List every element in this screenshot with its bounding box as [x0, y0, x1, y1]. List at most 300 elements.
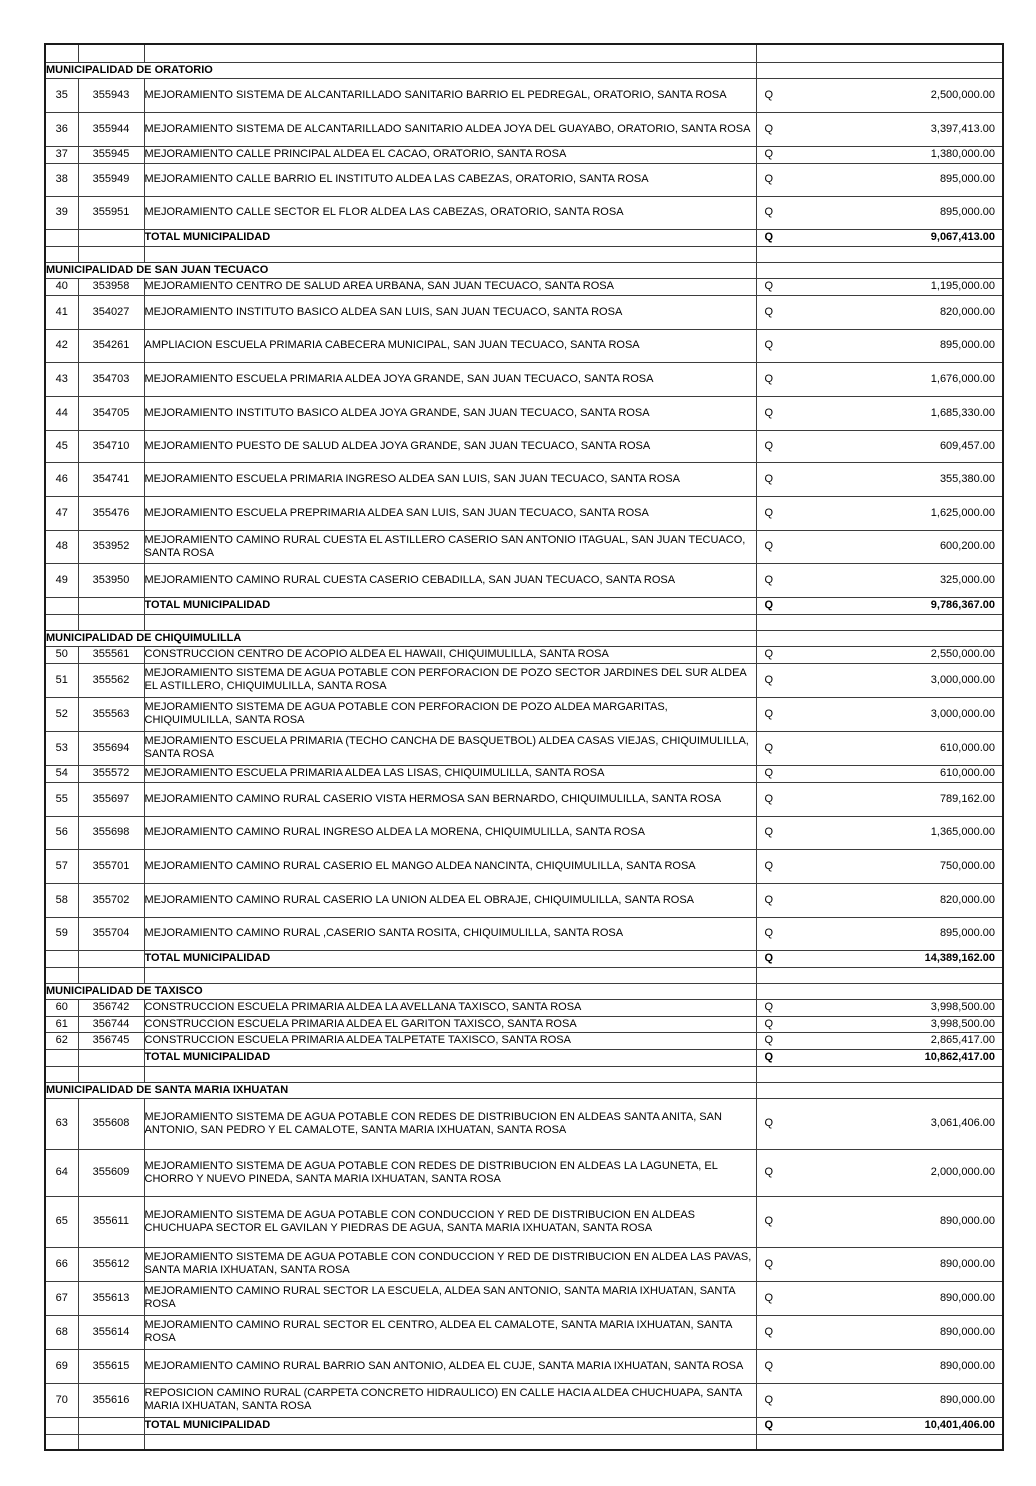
- amount-cell: [756, 62, 1003, 78]
- project-code-cell: 355609: [78, 1149, 144, 1196]
- row-number-cell: 65: [45, 1196, 78, 1247]
- project-description-cell: MEJORAMIENTO ESCUELA PRIMARIA ALDEA LAS LISAS, CHIQUIMULILLA, SANTA ROSA: [144, 765, 756, 782]
- currency-symbol: Q: [764, 741, 774, 754]
- row-number-cell: [45, 44, 78, 62]
- amount-wrap: [757, 1292, 1003, 1305]
- amount-cell: [756, 883, 1003, 917]
- municipality-header-row: [45, 62, 1003, 78]
- amount-value: 890,000.00: [939, 1291, 995, 1304]
- amount-cell: [756, 1349, 1003, 1383]
- amount-wrap: [757, 373, 1003, 386]
- currency-symbol: Q: [764, 673, 774, 686]
- project-description-cell: MEJORAMIENTO SISTEMA DE AGUA POTABLE CON REDES DE DISTRIBUCION EN ALDEAS SANTA ANITA, SAN ANTONIO, SAN PEDRO Y EL CAMALOTE, SANTA MARIA IXHUATAN, SANTA ROSA: [144, 1098, 756, 1149]
- project-code-cell: 356745: [78, 1032, 144, 1049]
- row-number-cell: 42: [45, 329, 78, 362]
- currency-symbol: Q: [764, 206, 774, 218]
- amount-cell: [756, 278, 1003, 295]
- municipality-header-row: [45, 1082, 1003, 1098]
- project-description-cell: [144, 1434, 756, 1450]
- amount-wrap: [757, 440, 1003, 453]
- amount-value: 2,500,000.00: [930, 88, 995, 101]
- amount-wrap: [757, 1360, 1003, 1373]
- project-row: [45, 163, 1003, 196]
- row-number-cell: 51: [45, 663, 78, 697]
- amount-value: 325,000.00: [939, 573, 995, 586]
- project-row: [45, 496, 1003, 530]
- row-number-cell: [45, 246, 78, 262]
- row-number-cell: 38: [45, 163, 78, 196]
- project-code-cell: 355701: [78, 849, 144, 883]
- project-code-cell: 355944: [78, 112, 144, 146]
- row-number-cell: 57: [45, 849, 78, 883]
- currency-symbol: Q: [764, 648, 774, 660]
- municipality-header-row: [45, 983, 1003, 999]
- municipality-header: MUNICIPALIDAD DE ORATORIO: [45, 62, 756, 78]
- project-description-cell: CONSTRUCCION ESCUELA PRIMARIA ALDEA TALPETATE TAXISCO, SANTA ROSA: [144, 1032, 756, 1049]
- currency-symbol: Q: [764, 122, 774, 135]
- project-code-cell: 355697: [78, 782, 144, 816]
- project-code-cell: [78, 246, 144, 262]
- amount-wrap: [757, 826, 1003, 839]
- project-description-cell: MEJORAMIENTO ESCUELA PREPRIMARIA ALDEA SAN LUIS, SAN JUAN TECUACO, SANTA ROSA: [144, 496, 756, 530]
- row-number-cell: [45, 967, 78, 983]
- project-code-cell: [78, 229, 144, 246]
- project-description-cell: [144, 44, 756, 62]
- amount-cell: [756, 1049, 1003, 1066]
- project-row: [45, 663, 1003, 697]
- total-label-cell: TOTAL MUNICIPALIDAD: [144, 950, 756, 967]
- amount-cell: [756, 816, 1003, 849]
- currency-symbol: Q: [764, 1257, 774, 1270]
- total-row: [45, 950, 1003, 967]
- row-number-cell: 70: [45, 1383, 78, 1417]
- project-description-cell: CONSTRUCCION ESCUELA PRIMARIA ALDEA LA AVELLANA TAXISCO, SANTA ROSA: [144, 999, 756, 1016]
- spacer-row: [45, 1066, 1003, 1082]
- project-description-cell: MEJORAMIENTO CALLE SECTOR EL FLOR ALDEA LAS CABEZAS, ORATORIO, SANTA ROSA: [144, 196, 756, 229]
- project-code-cell: 355702: [78, 883, 144, 917]
- amount-cell: [756, 646, 1003, 663]
- project-code-cell: 354027: [78, 295, 144, 329]
- project-description-cell: CONSTRUCCION CENTRO DE ACOPIO ALDEA EL HAWAII, CHIQUIMULILLA, SANTA ROSA: [144, 646, 756, 663]
- project-row: [45, 112, 1003, 146]
- municipality-header-row: [45, 262, 1003, 278]
- project-code-cell: 354261: [78, 329, 144, 362]
- currency-symbol: Q: [764, 1034, 774, 1046]
- amount-value: 3,000,000.00: [930, 707, 995, 720]
- project-code-cell: [78, 1066, 144, 1082]
- amount-value: 890,000.00: [939, 1393, 995, 1406]
- total-row: [45, 1049, 1003, 1066]
- project-code-cell: 353950: [78, 563, 144, 597]
- row-number-cell: 50: [45, 646, 78, 663]
- project-code-cell: 354703: [78, 362, 144, 396]
- municipality-header: MUNICIPALIDAD DE SANTA MARIA IXHUATAN: [45, 1082, 756, 1098]
- amount-value: 2,865,417.00: [930, 1034, 995, 1046]
- project-code-cell: 355562: [78, 663, 144, 697]
- currency-symbol: Q: [764, 599, 774, 611]
- currency-symbol: Q: [764, 305, 774, 318]
- amount-value: 3,397,413.00: [930, 122, 995, 135]
- amount-value: 890,000.00: [939, 1215, 995, 1227]
- currency-symbol: Q: [764, 927, 774, 939]
- project-row: [45, 146, 1003, 163]
- project-code-cell: 355698: [78, 816, 144, 849]
- currency-symbol: Q: [764, 1001, 774, 1013]
- amount-cell: [756, 563, 1003, 597]
- amount-value: 750,000.00: [939, 859, 995, 872]
- amount-value: 1,685,330.00: [930, 406, 995, 419]
- amount-cell: [756, 1066, 1003, 1082]
- amount-cell: [756, 1315, 1003, 1349]
- project-description-cell: MEJORAMIENTO SISTEMA DE AGUA POTABLE CON CONDUCCION Y RED DE DISTRIBUCION EN ALDEAS CHUCHUAPA SECTOR EL GAVILAN Y PIEDRAS DE AGUA, SANTA MARIA IXHUATAN, SANTA ROSA: [144, 1196, 756, 1247]
- amount-wrap: [757, 1001, 1003, 1014]
- project-row: [45, 295, 1003, 329]
- project-description-cell: MEJORAMIENTO INSTITUTO BASICO ALDEA SAN LUIS, SAN JUAN TECUACO, SANTA ROSA: [144, 295, 756, 329]
- amount-cell: [756, 362, 1003, 396]
- project-code-cell: 355476: [78, 496, 144, 530]
- project-row: [45, 430, 1003, 462]
- total-row: [45, 597, 1003, 614]
- amount-value: 609,457.00: [939, 439, 995, 452]
- project-description-cell: MEJORAMIENTO INSTITUTO BASICO ALDEA JOYA GRANDE, SAN JUAN TECUACO, SANTA ROSA: [144, 396, 756, 430]
- amount-cell: [756, 44, 1003, 62]
- project-description-cell: MEJORAMIENTO SISTEMA DE AGUA POTABLE CON PERFORACION DE POZO SECTOR JARDINES DEL SUR ALDEA EL ASTILLERO, CHIQUIMULILLA, SANTA ROSA: [144, 663, 756, 697]
- municipality-header: MUNICIPALIDAD DE CHIQUIMULILLA: [45, 630, 756, 646]
- project-row: [45, 1315, 1003, 1349]
- amount-cell: [756, 1196, 1003, 1247]
- project-row: [45, 462, 1003, 496]
- table-body: [45, 44, 1003, 1450]
- project-description-cell: MEJORAMIENTO CAMINO RURAL CASERIO VISTA HERMOSA SAN BERNARDO, CHIQUIMULILLA, SANTA ROSA: [144, 782, 756, 816]
- amount-value: 895,000.00: [939, 173, 995, 185]
- project-description-cell: MEJORAMIENTO CALLE PRINCIPAL ALDEA EL CACAO, ORATORIO, SANTA ROSA: [144, 146, 756, 163]
- amount-value: 1,676,000.00: [930, 372, 995, 385]
- project-code-cell: [78, 967, 144, 983]
- project-row: [45, 917, 1003, 950]
- amount-cell: [756, 999, 1003, 1016]
- amount-cell: [756, 196, 1003, 229]
- amount-value: 355,380.00: [939, 472, 995, 485]
- project-description-cell: [144, 1066, 756, 1082]
- amount-cell: [756, 78, 1003, 112]
- amount-wrap: [757, 173, 1003, 186]
- row-number-cell: [45, 1049, 78, 1066]
- project-row: [45, 563, 1003, 597]
- currency-symbol: Q: [764, 573, 774, 586]
- project-code-cell: [78, 44, 144, 62]
- amount-cell: [756, 1149, 1003, 1196]
- project-description-cell: AMPLIACION ESCUELA PRIMARIA CABECERA MUNICIPAL, SAN JUAN TECUACO, SANTA ROSA: [144, 329, 756, 362]
- amount-wrap: [757, 339, 1003, 352]
- amount-cell: [756, 295, 1003, 329]
- row-number-cell: 36: [45, 112, 78, 146]
- amount-cell: [756, 917, 1003, 950]
- project-row: [45, 849, 1003, 883]
- row-number-cell: 53: [45, 731, 78, 765]
- amount-wrap: [757, 894, 1003, 907]
- amount-cell: [756, 496, 1003, 530]
- project-row: [45, 646, 1003, 663]
- amount-cell: [756, 530, 1003, 563]
- amount-cell: [756, 329, 1003, 362]
- currency-symbol: Q: [764, 406, 774, 419]
- project-code-cell: [78, 1434, 144, 1450]
- amount-wrap: [757, 1258, 1003, 1271]
- currency-symbol: Q: [764, 1215, 774, 1227]
- currency-symbol: Q: [764, 1117, 774, 1129]
- project-code-cell: 355614: [78, 1315, 144, 1349]
- project-code-cell: 355611: [78, 1196, 144, 1247]
- currency-symbol: Q: [764, 439, 774, 452]
- amount-cell: [756, 396, 1003, 430]
- row-number-cell: 66: [45, 1247, 78, 1281]
- total-amount-value: 9,067,413.00: [930, 231, 995, 243]
- project-code-cell: 356744: [78, 1016, 144, 1032]
- currency-symbol: Q: [764, 1166, 774, 1178]
- amount-wrap: [757, 306, 1003, 319]
- row-number-cell: 59: [45, 917, 78, 950]
- project-description-cell: MEJORAMIENTO CENTRO DE SALUD AREA URBANA, SAN JUAN TECUACO, SANTA ROSA: [144, 278, 756, 295]
- amount-value: 1,365,000.00: [930, 826, 995, 838]
- amount-wrap: [757, 793, 1003, 806]
- amount-wrap: [757, 280, 1003, 293]
- amount-wrap: [757, 767, 1003, 780]
- row-number-cell: [45, 1434, 78, 1450]
- amount-wrap: [757, 1051, 1003, 1064]
- project-description-cell: MEJORAMIENTO CAMINO RURAL CASERIO EL MANGO ALDEA NANCINTA, CHIQUIMULILLA, SANTA ROSA: [144, 849, 756, 883]
- amount-cell: [756, 229, 1003, 246]
- project-row: [45, 999, 1003, 1016]
- currency-symbol: Q: [764, 280, 774, 292]
- project-code-cell: 355615: [78, 1349, 144, 1383]
- spacer-row: [45, 967, 1003, 983]
- currency-symbol: Q: [764, 792, 774, 805]
- amount-wrap: [757, 1326, 1003, 1339]
- amount-wrap: [757, 407, 1003, 420]
- project-code-cell: 355612: [78, 1247, 144, 1281]
- project-code-cell: 355613: [78, 1281, 144, 1315]
- amount-wrap: [757, 1117, 1003, 1130]
- row-number-cell: 67: [45, 1281, 78, 1315]
- row-number-cell: 69: [45, 1349, 78, 1383]
- total-row: [45, 1417, 1003, 1434]
- project-code-cell: [78, 597, 144, 614]
- project-code-cell: 355616: [78, 1383, 144, 1417]
- amount-cell: [756, 731, 1003, 765]
- project-row: [45, 1016, 1003, 1032]
- amount-cell: [756, 1383, 1003, 1417]
- amount-value: 895,000.00: [939, 927, 995, 939]
- amount-wrap: [757, 540, 1003, 553]
- project-row: [45, 329, 1003, 362]
- amount-value: 789,162.00: [939, 792, 995, 805]
- project-row: [45, 1281, 1003, 1315]
- project-description-cell: MEJORAMIENTO CAMINO RURAL SECTOR EL CENTRO, ALDEA EL CAMALOTE, SANTA MARIA IXHUATAN, SANTA ROSA: [144, 1315, 756, 1349]
- currency-symbol: Q: [764, 893, 774, 906]
- currency-symbol: Q: [764, 472, 774, 485]
- project-row: [45, 697, 1003, 731]
- row-number-cell: [45, 614, 78, 630]
- row-number-cell: 48: [45, 530, 78, 563]
- project-description-cell: MEJORAMIENTO CAMINO RURAL INGRESO ALDEA LA MORENA, CHIQUIMULILLA, SANTA ROSA: [144, 816, 756, 849]
- amount-cell: [756, 146, 1003, 163]
- project-description-cell: MEJORAMIENTO CAMINO RURAL CASERIO LA UNION ALDEA EL OBRAJE, CHIQUIMULILLA, SANTA ROSA: [144, 883, 756, 917]
- project-description-cell: MEJORAMIENTO CAMINO RURAL BARRIO SAN ANTONIO, ALDEA EL CUJE, SANTA MARIA IXHUATAN, SANTA ROSA: [144, 1349, 756, 1383]
- project-row: [45, 362, 1003, 396]
- total-row: [45, 229, 1003, 246]
- amount-value: 610,000.00: [939, 767, 995, 779]
- project-code-cell: 355608: [78, 1098, 144, 1149]
- amount-value: 1,195,000.00: [930, 280, 995, 292]
- project-row: [45, 782, 1003, 816]
- row-number-cell: 61: [45, 1016, 78, 1032]
- project-row: [45, 1196, 1003, 1247]
- amount-value: 890,000.00: [939, 1257, 995, 1270]
- project-description-cell: MEJORAMIENTO CAMINO RURAL CUESTA EL ASTILLERO CASERIO SAN ANTONIO ITAGUAL, SAN JUAN TECUACO, SANTA ROSA: [144, 530, 756, 563]
- amount-cell: [756, 630, 1003, 646]
- project-description-cell: MEJORAMIENTO SISTEMA DE AGUA POTABLE CON CONDUCCION Y RED DE DISTRIBUCION EN ALDEA LAS PAVAS, SANTA MARIA IXHUATAN, SANTA ROSA: [144, 1247, 756, 1281]
- amount-value: 610,000.00: [939, 741, 995, 754]
- project-code-cell: 355694: [78, 731, 144, 765]
- row-number-cell: [45, 229, 78, 246]
- currency-symbol: Q: [764, 1359, 774, 1372]
- project-description-cell: MEJORAMIENTO PUESTO DE SALUD ALDEA JOYA GRANDE, SAN JUAN TECUACO, SANTA ROSA: [144, 430, 756, 462]
- amount-cell: [756, 663, 1003, 697]
- amount-cell: [756, 163, 1003, 196]
- project-description-cell: MEJORAMIENTO CAMINO RURAL CUESTA CASERIO CEBADILLA, SAN JUAN TECUACO, SANTA ROSA: [144, 563, 756, 597]
- project-code-cell: 355943: [78, 78, 144, 112]
- project-row: [45, 530, 1003, 563]
- amount-value: 2,000,000.00: [930, 1166, 995, 1178]
- project-code-cell: [78, 950, 144, 967]
- project-row: [45, 1349, 1003, 1383]
- amount-cell: [756, 1032, 1003, 1049]
- currency-symbol: Q: [764, 707, 774, 720]
- project-description-cell: CONSTRUCCION ESCUELA PRIMARIA ALDEA EL GARITON TAXISCO, SANTA ROSA: [144, 1016, 756, 1032]
- amount-value: 895,000.00: [939, 339, 995, 351]
- row-number-cell: 52: [45, 697, 78, 731]
- project-row: [45, 278, 1003, 295]
- amount-cell: [756, 597, 1003, 614]
- project-code-cell: 355945: [78, 146, 144, 163]
- amount-cell: [756, 967, 1003, 983]
- project-description-cell: REPOSICION CAMINO RURAL (CARPETA CONCRETO HIDRAULICO) EN CALLE HACIA ALDEA CHUCHUAPA, SANTA MARIA IXHUATAN, SANTA ROSA: [144, 1383, 756, 1417]
- row-number-cell: [45, 1417, 78, 1434]
- amount-wrap: [757, 742, 1003, 755]
- total-label-cell: TOTAL MUNICIPALIDAD: [144, 597, 756, 614]
- amount-wrap: [757, 1419, 1003, 1432]
- amount-cell: [756, 262, 1003, 278]
- municipality-header-row: [45, 630, 1003, 646]
- amount-wrap: [757, 1034, 1003, 1047]
- project-code-cell: [78, 1049, 144, 1066]
- amount-value: 895,000.00: [939, 206, 995, 218]
- amount-value: 1,380,000.00: [930, 148, 995, 160]
- project-code-cell: 355561: [78, 646, 144, 663]
- row-number-cell: 37: [45, 146, 78, 163]
- amount-wrap: [757, 148, 1003, 161]
- amount-wrap: [757, 952, 1003, 965]
- row-number-cell: 68: [45, 1315, 78, 1349]
- currency-symbol: Q: [764, 231, 774, 243]
- currency-symbol: Q: [764, 1051, 774, 1063]
- currency-symbol: Q: [764, 148, 774, 160]
- currency-symbol: Q: [764, 173, 774, 185]
- spacer-row: [45, 44, 1003, 62]
- amount-cell: [756, 112, 1003, 146]
- row-number-cell: 41: [45, 295, 78, 329]
- amount-wrap: [757, 1394, 1003, 1407]
- total-label-cell: TOTAL MUNICIPALIDAD: [144, 229, 756, 246]
- amount-wrap: [757, 708, 1003, 721]
- amount-wrap: [757, 1018, 1003, 1031]
- amount-value: 600,200.00: [939, 540, 995, 552]
- municipality-header: MUNICIPALIDAD DE SAN JUAN TECUACO: [45, 262, 756, 278]
- row-number-cell: 46: [45, 462, 78, 496]
- amount-wrap: [757, 574, 1003, 587]
- project-code-cell: 355949: [78, 163, 144, 196]
- row-number-cell: 45: [45, 430, 78, 462]
- amount-wrap: [757, 507, 1003, 520]
- row-number-cell: 62: [45, 1032, 78, 1049]
- currency-symbol: Q: [764, 1291, 774, 1304]
- project-row: [45, 78, 1003, 112]
- project-description-cell: MEJORAMIENTO CAMINO RURAL ,CASERIO SANTA ROSITA, CHIQUIMULILLA, SANTA ROSA: [144, 917, 756, 950]
- amount-cell: [756, 983, 1003, 999]
- currency-symbol: Q: [764, 88, 774, 101]
- project-row: [45, 196, 1003, 229]
- currency-symbol: Q: [764, 540, 774, 552]
- amount-cell: [756, 849, 1003, 883]
- project-row: [45, 731, 1003, 765]
- row-number-cell: 40: [45, 278, 78, 295]
- row-number-cell: 44: [45, 396, 78, 430]
- total-label-cell: TOTAL MUNICIPALIDAD: [144, 1049, 756, 1066]
- amount-cell: [756, 697, 1003, 731]
- project-description-cell: [144, 614, 756, 630]
- project-code-cell: 355704: [78, 917, 144, 950]
- currency-symbol: Q: [764, 1325, 774, 1338]
- row-number-cell: 56: [45, 816, 78, 849]
- project-row: [45, 1149, 1003, 1196]
- project-code-cell: 356742: [78, 999, 144, 1016]
- amount-wrap: [757, 599, 1003, 612]
- municipality-header: MUNICIPALIDAD DE TAXISCO: [45, 983, 756, 999]
- project-row: [45, 1247, 1003, 1281]
- currency-symbol: Q: [764, 339, 774, 351]
- amount-value: 890,000.00: [939, 1359, 995, 1372]
- amount-cell: [756, 246, 1003, 262]
- project-description-cell: MEJORAMIENTO ESCUELA PRIMARIA ALDEA JOYA GRANDE, SAN JUAN TECUACO, SANTA ROSA: [144, 362, 756, 396]
- row-number-cell: 39: [45, 196, 78, 229]
- amount-cell: [756, 765, 1003, 782]
- amount-value: 1,625,000.00: [930, 506, 995, 519]
- amount-cell: [756, 950, 1003, 967]
- project-row: [45, 765, 1003, 782]
- project-code-cell: [78, 1417, 144, 1434]
- amount-wrap: [757, 1215, 1003, 1228]
- amount-cell: [756, 462, 1003, 496]
- amount-wrap: [757, 206, 1003, 219]
- amount-cell: [756, 614, 1003, 630]
- project-code-cell: 355563: [78, 697, 144, 731]
- amount-cell: [756, 1281, 1003, 1315]
- municipal-projects-table: [44, 43, 1004, 1451]
- amount-value: 820,000.00: [939, 305, 995, 318]
- row-number-cell: [45, 1066, 78, 1082]
- project-description-cell: MEJORAMIENTO SISTEMA DE AGUA POTABLE CON REDES DE DISTRIBUCION EN ALDEAS LA LAGUNETA, EL CHORRO Y NUEVO PINEDA, SANTA MARIA IXHUATAN, SANTA ROSA: [144, 1149, 756, 1196]
- row-number-cell: 47: [45, 496, 78, 530]
